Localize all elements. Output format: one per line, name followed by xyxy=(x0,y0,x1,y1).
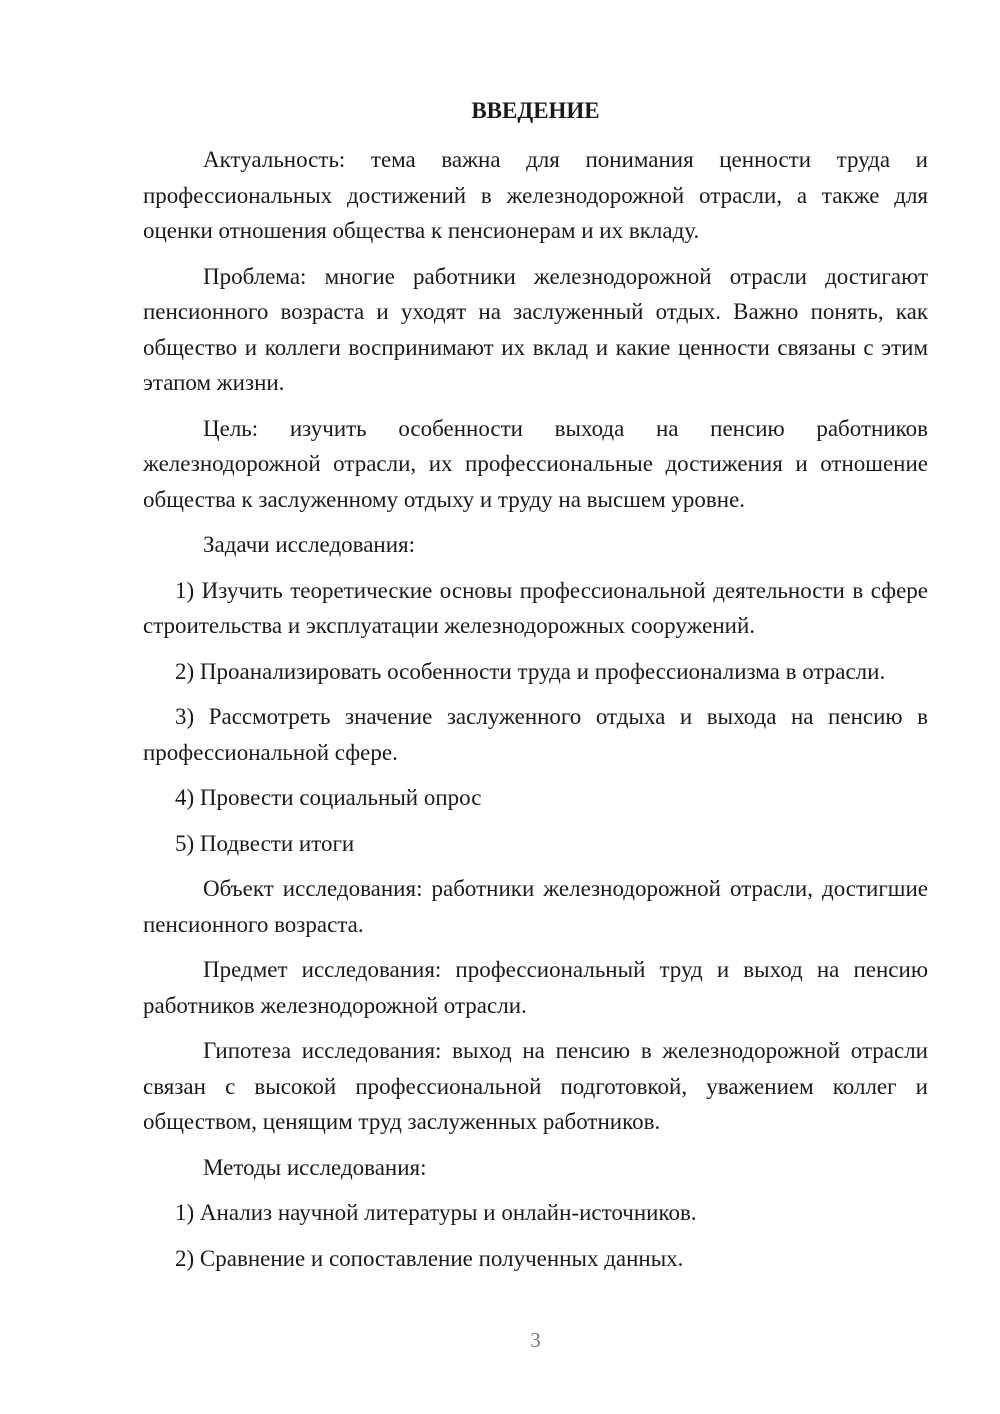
method-item-1: 1) Анализ научной литературы и онлайн-источников. xyxy=(175,1200,697,1225)
page-number: 3 xyxy=(530,1328,541,1352)
document-page xyxy=(143,0,928,1414)
paragraph-subject: Предмет исследования: профессиональный труд и выход на пенсию работников железнодорожной отрасли. xyxy=(143,957,928,1018)
paragraph-relevance: Актуальность: тема важна для понимания ценности труда и профессиональных достижений в железнодорожной отрасли, а также для оценки отношения общества к пенсионерам и их вкладу. xyxy=(143,147,928,243)
paragraph-goal: Цель: изучить особенности выхода на пенсию работников железнодорожной отрасли, их профессиональные достижения и отношение общества к заслуженному отдыху и труду на высшем уровне. xyxy=(143,415,928,512)
paragraph-object: Объект исследования: работники железнодорожной отрасли, достигшие пенсионного возраста. xyxy=(143,876,928,937)
paragraph-methods-heading: Методы исследования: xyxy=(203,1154,427,1180)
task-item-1: 1) Изучить теоретические основы профессиональной деятельности в сфере строительства и эксплуатации железнодорожных сооружений. xyxy=(143,577,928,638)
document-body xyxy=(143,142,928,1286)
task-item-2: 2) Проанализировать особенности труда и профессионализма в отрасли. xyxy=(175,658,886,684)
paragraph-problem: Проблема: многие работники железнодорожной отрасли достигают пенсионного возраста и уходят на заслуженный отдых. Важно понять, как общество и коллеги воспринимают их вклад и какие ценности связаны с этим этапом жизни. xyxy=(143,263,928,395)
task-item-3: 3) Рассмотреть значение заслуженного отдыха и выхода на пенсию в профессиональной сфере. xyxy=(143,704,928,765)
task-item-5: 5) Подвести итоги xyxy=(175,830,355,856)
task-item-4: 4) Провести социальный опрос xyxy=(175,785,482,810)
paragraph-tasks-heading: Задачи исследования: xyxy=(203,532,416,557)
paragraph-hypothesis: Гипотеза исследования: выход на пенсию в железнодорожной отрасли связан с высокой профессиональной подготовкой, уважением коллег и обществом, ценящим труд заслуженных работников. xyxy=(143,1038,928,1134)
method-item-2: 2) Сравнение и сопоставление полученных данных. xyxy=(175,1245,684,1271)
page-title: ВВЕДЕНИЕ xyxy=(471,98,600,123)
